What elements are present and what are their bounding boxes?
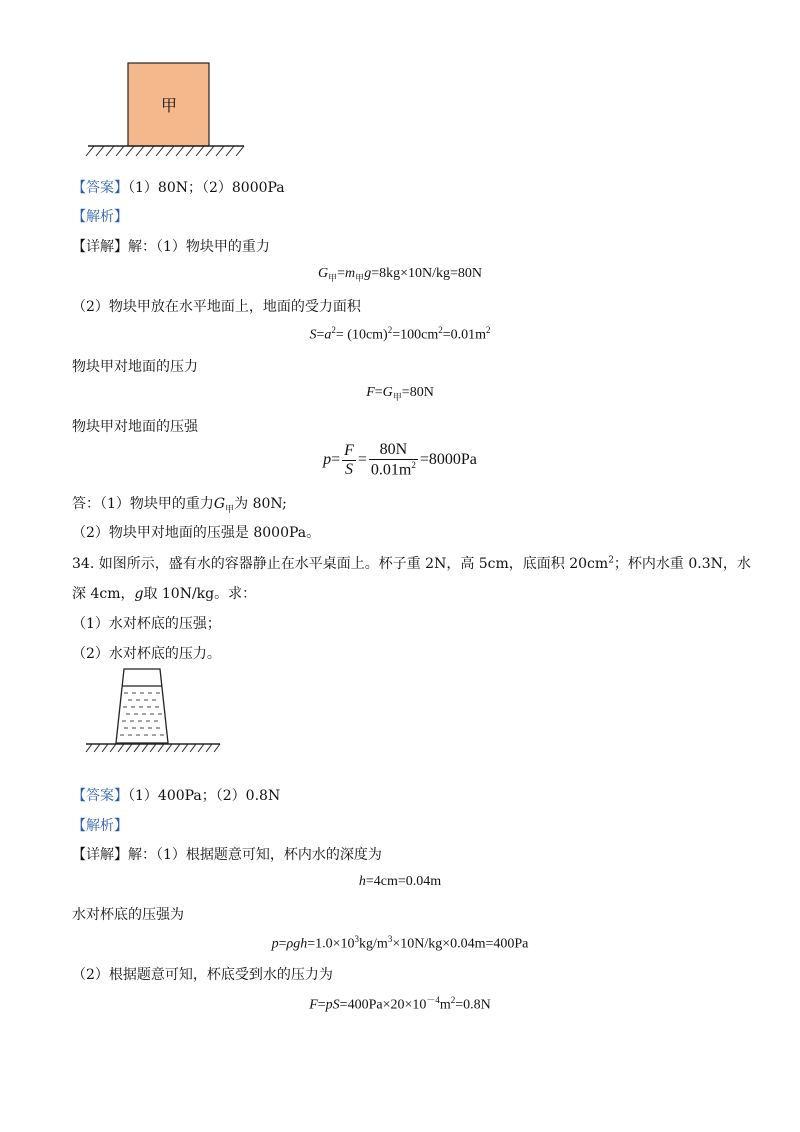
detail-tag-2: 【详解】 (72, 847, 128, 863)
analysis-tag: 【解析】 (72, 209, 128, 225)
question-34-sub-1: （1）水对杯底的压强； (72, 616, 221, 632)
analysis-tag-2: 【解析】 (72, 818, 128, 834)
figure-cup-with-water (84, 666, 224, 756)
equation-depth: h=4cm=0.04m (358, 874, 442, 889)
final-answer-1: 答：（1）物块甲的重力$G_甲$为 80N; (72, 496, 287, 515)
answer-line-2 (72, 785, 280, 805)
equation-force: $F=G_甲=80N$ (366, 385, 434, 402)
fraction-f-over-s: $\frac{F}{S}$ (344, 441, 354, 478)
equation-water-pressure: $p=\rho gh=1.0\times 10^3kg/m^3\times 10N/kg\times 0.04m=400Pa$ (271, 934, 529, 952)
water-pressure-text: 水对杯底的压强为 (72, 907, 184, 923)
equation-gravity: $G_甲=m_甲g=8kg\times 10N/kg=80N$ (318, 266, 482, 283)
answer-text: （1）80N；（2）8000Pa (128, 180, 285, 196)
answer-tag: 【答案】 (72, 180, 128, 196)
equation-water-force: $F=pS=400Pa\times 20\times 10^{-4}m^2=0.8N$ (309, 995, 491, 1013)
step4-text: 物块甲对地面的压强 (72, 419, 198, 435)
detail-tag: 【详解】 (72, 239, 128, 255)
table-hatching (86, 744, 220, 752)
figure-block-on-ground (84, 60, 254, 160)
detail-text-2: 解：（1）根据题意可知，杯内水的深度为 (128, 847, 382, 863)
answer-tag-2: 【答案】 (72, 788, 128, 804)
water-force-text: （2）根据题意可知，杯底受到水的压力为 (72, 967, 333, 983)
answer-text-2: （1）400Pa；（2）0.8N (128, 788, 281, 804)
detail-line-1 (72, 236, 270, 256)
block-label: 甲 (161, 96, 178, 115)
step2-text: （2）物块甲放在水平地面上，地面的受力面积 (72, 299, 361, 315)
question-34-sub-2: （2）水对杯底的压力。 (72, 646, 221, 662)
question-34-line-2: 深 4cm，g取 10N/kg。求： (72, 586, 257, 602)
answer-line-1 (72, 177, 285, 197)
final-answer-2: （2）物块甲对地面的压强是 8000Pa。 (72, 525, 321, 541)
ground-hatching (86, 146, 244, 156)
detail-text: 解：（1）物块甲的重力 (128, 239, 270, 255)
equation-area: $S=a^2= (10cm)^2=100cm^2=0.01m^2$ (309, 325, 491, 343)
cup-diagram (84, 666, 224, 756)
fraction-values: $\frac{80N}{0.01m^2}$ (370, 441, 416, 479)
step3-text: 物块甲对地面的压力 (72, 359, 198, 375)
question-34-line-1: 34. 如图所示，盛有水的容器静止在水平桌面上。杯子重 2N，高 5cm，底面积 $20cm^2$；杯内水重 0.3N，水 (72, 555, 751, 572)
detail-line-2 (72, 844, 382, 864)
equation-pressure: p= $\frac{F}{S}$ = $\frac{80N}{0.01m^2}$ =8000Pa (323, 441, 477, 479)
cup-outline (116, 669, 168, 743)
